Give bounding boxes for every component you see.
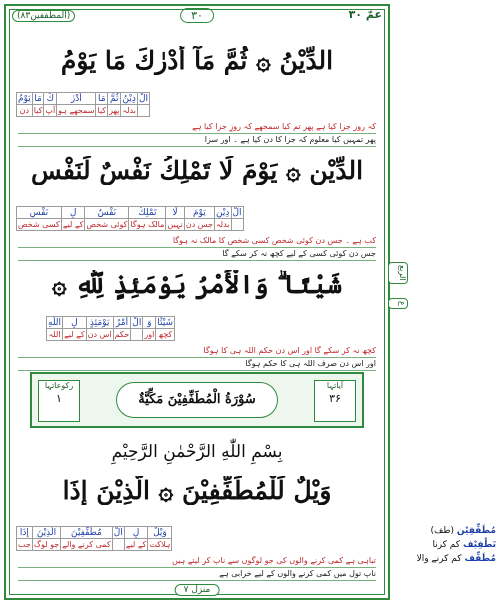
ayah-line-19 [14, 270, 380, 300]
word-ar: مَا [96, 93, 108, 105]
translation-literal: تباہی ہے کمی کرنے والوں کی جو لوگوں سے ناپ کر لیتے ہیں [18, 555, 376, 568]
word-ur: نہیں [167, 220, 183, 229]
word-ar: لِ [124, 527, 148, 539]
word-ur [131, 329, 143, 341]
word-ar: مَا [32, 93, 44, 105]
word-ur: اور [144, 330, 155, 339]
word-ur: ہلاکت [149, 540, 171, 549]
word-table-18 [16, 206, 244, 231]
word-ar: لِ [63, 317, 87, 329]
word-ar: لِ [61, 207, 85, 219]
word-ar: الْ [113, 527, 123, 538]
word-table-17 [16, 92, 150, 117]
word-ar: الْ [132, 317, 142, 328]
word-ar: ثُمَّ [108, 93, 121, 105]
word-ar: أَمْرُ [113, 317, 131, 329]
ruku-count: ۱ [56, 392, 62, 405]
ayat-count: ۳۶ [329, 392, 341, 405]
word-ar: اللّٰهِ [48, 317, 62, 328]
glossary-entry [408, 538, 496, 552]
word-ur: سمجھے ہو [58, 106, 95, 115]
ayah-line-1 [14, 476, 380, 505]
manzil-label: منزل ۷ [175, 584, 220, 596]
word-ar: نَفْسٌ [85, 207, 129, 219]
ayah-text: الدِّيْنُ ۞ ثُمَّ مَآ أَدْرٰكَ مَا يَوْمُ [60, 46, 334, 75]
word-ar: يَوْمَ [184, 207, 214, 219]
word-ar: الْ [232, 207, 242, 218]
word-ur: جس دن [185, 220, 213, 229]
word-ur [137, 105, 149, 117]
translation-idiomatic: اور اس دن صرف اللہ ہی کا حکم ہوگا [18, 358, 376, 371]
word-ur: کوئی شخص [86, 220, 128, 229]
surah-title-banner [30, 372, 364, 428]
word-ar: نَفْسٍ [17, 207, 62, 219]
word-ur [231, 219, 243, 231]
translation-literal: کب ہے ۔ جس دن کوئی شخص کسی شخص کا مالک نہ ہوگا [18, 235, 376, 248]
page-number: ۳۰ [180, 8, 214, 23]
word-ur: دن [17, 105, 33, 117]
word-table-1 [16, 526, 172, 551]
ayat-count-box [314, 380, 356, 422]
ayah-text: شَيْئًا ۗ وَالْأَمْرُ يَوْمَئِذٍ لِّلّٰهِ ۞ [51, 270, 343, 299]
word-ur: کسی شخص [18, 220, 60, 229]
word-ar: الَّذِيْنَ [32, 527, 60, 539]
glossary-meaning: (طف) [430, 526, 455, 536]
word-ur: بدلہ [215, 220, 230, 229]
word-ur: جو لوگ [33, 540, 60, 549]
word-ur: کے لیے [125, 540, 147, 549]
word-ur [112, 539, 124, 551]
ruku-label: رکوعاتہا [44, 381, 74, 390]
ayat-label: آیاتہا [326, 381, 344, 390]
word-ur: حکم [114, 330, 130, 339]
word-ur: مالک ہوگا [130, 220, 165, 229]
word-ur: کے لیے [62, 220, 84, 229]
side-tab-rub: الربع [388, 262, 408, 284]
word-ur: کیا [97, 106, 107, 115]
translation-literal: کہ روز جزا کیا ہے پھر تم کیا سمجھے کہ روزِ جزا کیا ہے [18, 121, 376, 134]
word-ar: أَدْرٰ [57, 93, 96, 105]
word-ar: وَ [143, 317, 156, 329]
ruku-count-box [38, 380, 80, 422]
word-table-19 [46, 316, 175, 341]
surah-name: سُوْرَةُ الْمُطَفِّفِيْنَ مَكِّيَّةٌ [116, 382, 278, 418]
bismillah: بِسْمِ اللّٰهِ الرَّحْمٰنِ الرَّحِيْمِ [111, 442, 283, 462]
glossary-term: تَطْفِيْف [462, 540, 496, 550]
word-ur: کمی کرنے والے [62, 540, 111, 549]
word-ar: إِذَا [17, 527, 33, 539]
word-ur: اللہ [47, 329, 63, 341]
surah-reference: (المطففین۸۳) [12, 10, 75, 22]
word-ar: وَيْلٌ [148, 527, 172, 539]
juz-label: عمّ ۳۰ [348, 8, 382, 21]
translation-literal: کچھ نہ کر سکے گا اور اس دن حکم اللہ ہی کا ہوگا [18, 345, 376, 358]
glossary-term: مُطَفِّف [464, 554, 496, 564]
word-ar: مُطَفِّفِيْنَ [61, 527, 113, 539]
translation-idiomatic: ناپ تول میں کمی کرنے والوں کے لیے خرابی ہے [18, 568, 376, 581]
quran-page [4, 4, 390, 600]
word-ar: دِيْنِ [216, 207, 230, 218]
word-ar: لَا [166, 207, 184, 219]
word-ur: اس دن [87, 330, 112, 339]
glossary [408, 524, 496, 566]
ayah-line-17 [14, 46, 380, 75]
word-ur: کیا [33, 106, 43, 115]
glossary-entry [408, 524, 496, 538]
translation-idiomatic: پھر تمہیں کیا معلوم کہ جزا کا دن کیا ہے ۔ اور سزا [18, 134, 376, 147]
word-ar: تَمْلِكُ [129, 207, 166, 219]
word-ar: دِيْنُ [122, 93, 136, 104]
word-ur: کچھ [156, 329, 175, 341]
translation-idiomatic: جس دن کوئی کسی کے لیے کچھ نہ کر سکے گا [18, 248, 376, 261]
word-ur: بدلہ [122, 106, 136, 115]
glossary-entry [408, 552, 496, 566]
word-ur: آپ [45, 106, 56, 115]
word-ur: جب [18, 540, 31, 549]
word-ar: يَوْمَئِذٍ [86, 317, 113, 329]
ayah-line-18 [14, 156, 380, 185]
word-ar: شَيْئًا [157, 317, 174, 328]
word-ar: الْ [138, 93, 149, 104]
page-header [6, 8, 388, 28]
glossary-meaning: کم کرنا [432, 540, 461, 550]
ayah-text: وَيْلٌ لِّلْمُطَفِّفِيْنَ ۞ الَّذِيْنَ إِذَا [62, 476, 332, 505]
word-ar: كَ [44, 93, 57, 105]
word-ur: پھر [109, 106, 120, 115]
ayah-text: الدِّيْنِ ۞ يَوْمَ لَا تَمْلِكُ نَفْسٌ لِّنَفْسٍ [30, 156, 364, 185]
glossary-term: مُطَفِّفِيْن [456, 526, 496, 536]
word-ur: کے لیے [64, 330, 85, 339]
side-tab-ruku: ع [388, 298, 408, 309]
glossary-meaning: کم کرنے والا [416, 554, 462, 564]
word-ar: يَوْمُ [18, 93, 31, 104]
